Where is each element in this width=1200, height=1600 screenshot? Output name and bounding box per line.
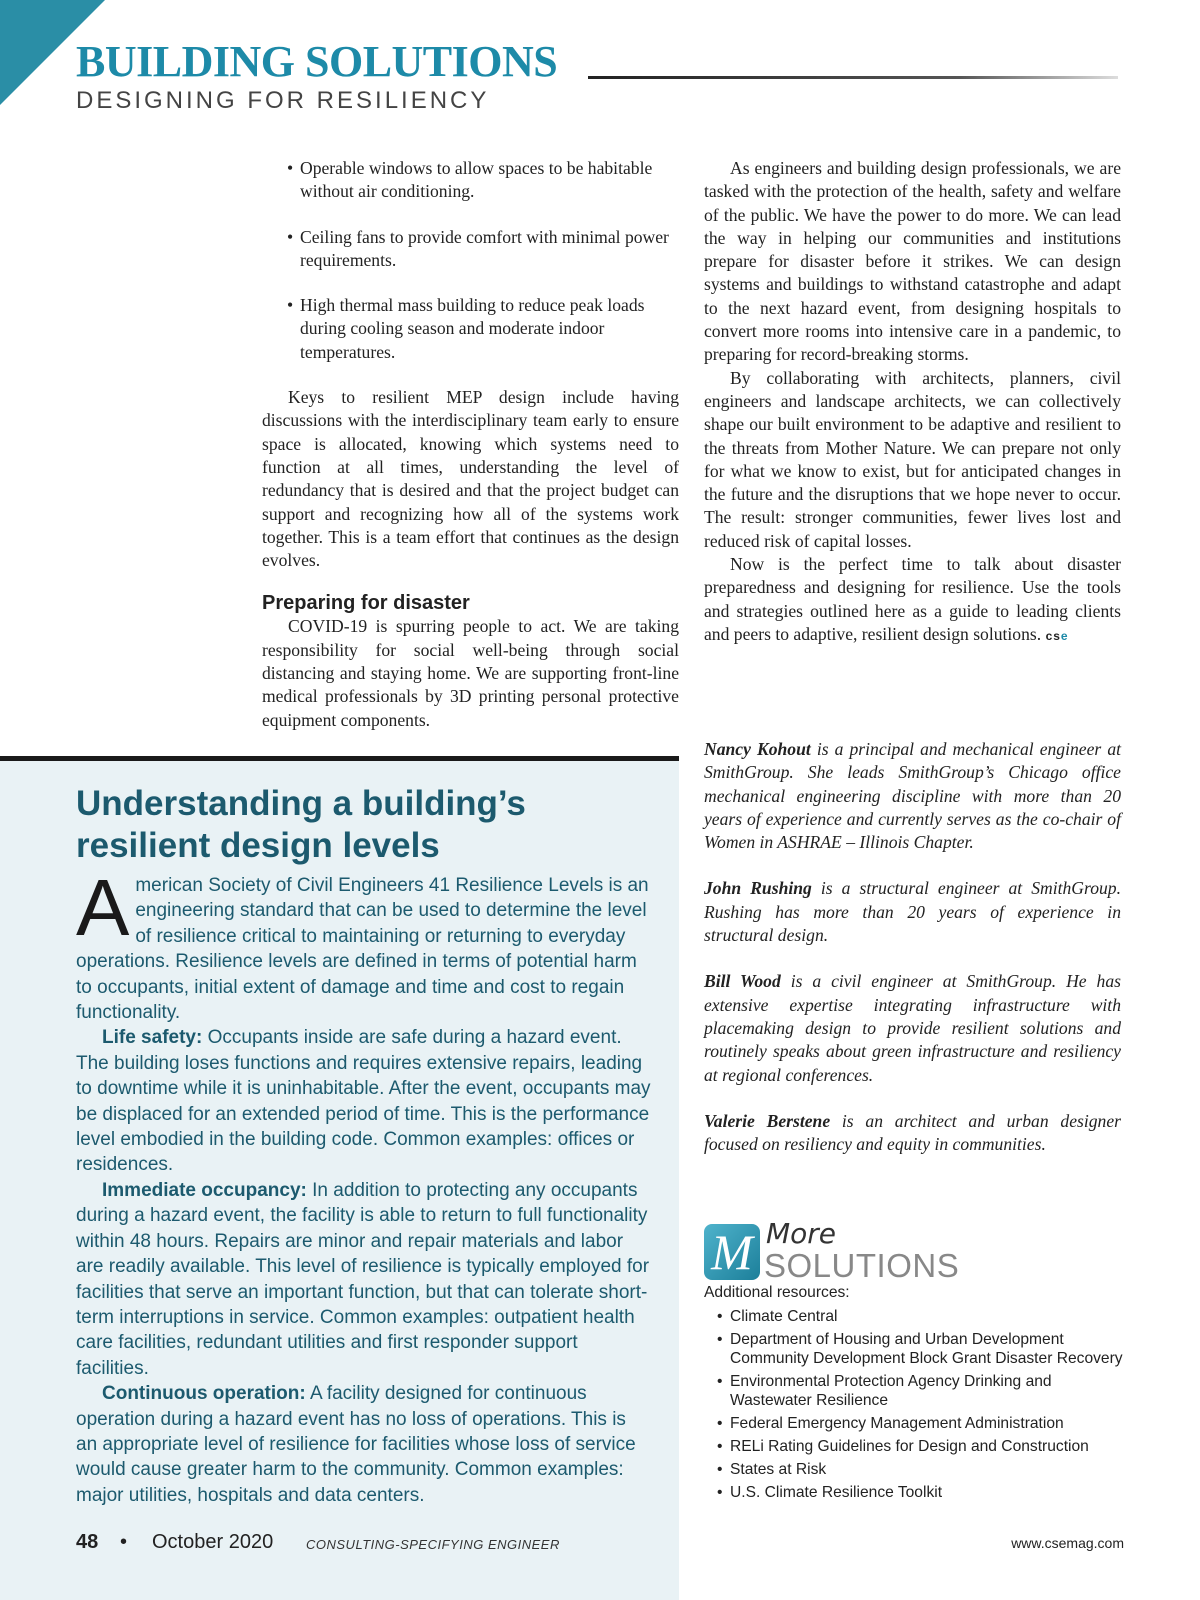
section-subtitle: DESIGNING FOR RESILIENCY [76,87,490,114]
resource-item: • Department of Housing and Urban Development Community Development Block Grant Disaster Recovery [704,1330,1124,1368]
author-name: Valerie Berstene [704,1110,831,1131]
solutions-word: SOLUTIONS [764,1247,960,1284]
author-bio-text: is a civil engineer at SmithGroup. He has extensive expertise integrating infrastructure with placemaking design to provide resilient solutions and routinely speaks about green infrastructure and resiliency at regional conferences. [704,971,1121,1085]
sidebar-intro-text: merican Society of Civil Engineers 41 Resilience Levels is an engineering standard that can be used to determine the level of resilience critical to maintaining or returning to everyday operations. Resilience levels are defined in terms of potential harm to occupants, initial extent of damage and time and cost to regain functionality. [76,875,649,1024]
bullet-text: Ceiling fans to provide comfort with minimal power requirements. [300,226,669,270]
m-logo-icon: M [704,1224,760,1280]
bullet-text: High thermal mass building to reduce peak loads during cooling season and moderate indoor temperatures. [300,295,645,362]
page-footer [76,1531,1124,1557]
header-rule [588,76,1118,79]
paragraph-final [704,553,1121,648]
level-text: A facility designed for continuous operation during a hazard event has no loss of operations. This is an appropriate level of resilience for facilities whose loss of service would cause greater harm to the community. Common examples: major utilities, hospitals and data centers. [76,1383,636,1506]
author-name: Nancy Kohout [704,739,811,759]
cse-mark-part: cs [1045,628,1061,643]
magazine-name: CONSULTING-SPECIFYING ENGINEER [306,1537,560,1552]
cse-mark-part: e [1060,628,1069,643]
footer-separator: • [120,1531,128,1553]
resource-item: • States at Risk [704,1460,1124,1479]
resource-item: • Environmental Protection Agency Drinking and Wastewater Resilience [704,1372,1124,1410]
paragraph-text: Now is the perfect time to talk about disaster preparedness and designing for resilience. Use the tools and strategies outlined here as a guide to leading clients and peers to adaptive, resilient design solutions. [704,554,1121,644]
level-text: In addition to protecting any occupants during a hazard event, the facility is able to return to full functionality within 48 hours. Repairs are minor and repair materials and labor are readily available. This level of resilience is typically employed for facilities that serve an important function, but that can tolerate short-term interruptions in service. Common examples: outpatient health care facilities, redundant utilities and first responder support facilities. [76,1179,650,1379]
bullet-text: Operable windows to allow spaces to be habitable without air conditioning. [300,158,653,202]
drop-cap: A [76,863,130,952]
level-label: Life safety: [102,1027,203,1049]
covid-paragraph [262,615,679,731]
resilience-sidebar [0,761,679,1600]
right-column [704,157,1121,648]
paragraph: As engineers and building design professionals, we are tasked with the protection of the health, safety and welfare of the public. We have the power to do more. We can lead the way in helping our communities and institutions prepare for disaster before it strikes. We can design systems and buildings to withstand catastrophe and adapt to the next hazard event, from designing hospitals to convert more rooms into intensive care in a pandemic, to preparing for record-breaking storms. [704,158,1121,365]
resource-item: • Climate Central [704,1307,1124,1326]
bullet-item: • Ceiling fans to provide comfort with minimal power requirements. [287,226,669,270]
author-bio [704,970,1121,1086]
additional-resources [704,1283,1124,1506]
bullet-item: • Operable windows to allow spaces to be habitable without air conditioning. [287,158,653,202]
resource-item: • Federal Emergency Management Administration [704,1414,1124,1433]
issue-date: October 2020 [152,1531,274,1553]
page-number: 48 [76,1531,99,1553]
author-bios [704,738,1121,1179]
resources-list [704,1307,1124,1502]
level-label: Immediate occupancy: [102,1179,307,1201]
cse-end-mark [1046,629,1069,643]
author-name: Bill Wood [704,971,781,992]
resource-item: • U.S. Climate Resilience Toolkit [704,1483,1124,1502]
resilience-level [76,1025,651,1177]
author-name: John Rushing [704,878,812,899]
resources-lead: Additional resources: [704,1284,850,1301]
paragraph: Keys to resilient MEP design include having discussions with the interdisciplinary team early to ensure space is allocated, knowing which systems need to function at all times, understanding the level of redundancy that is desired and that the project budget can support and recognizing how all of the systems work together. This is a team effort that continues as the design evolves. [262,387,679,571]
section-title: BUILDING SOLUTIONS [76,37,558,86]
author-bio [704,738,1121,854]
author-bio [704,877,1121,947]
author-bio-text: is an architect and urban designer focused on resiliency and equity in communities. [704,1110,1121,1155]
author-bio-text: is a structural engineer at SmithGroup. Rushing has more than 20 years of experience in structural design. [704,878,1121,946]
author-bio-text: is a principal and mechanical engineer at SmithGroup. She leads SmithGroup’s Chicago office mechanical engineering discipline with more than 20 years of experience and currently serves as the co-chair of Women in ASHRAE – Illinois Chapter. [704,739,1122,853]
level-label: Continuous operation: [102,1383,306,1405]
keys-paragraph [262,386,679,572]
subhead-preparing: Preparing for disaster [262,592,470,615]
bullet-item: • High thermal mass building to reduce peak loads during cooling season and moderate indoor temperatures. [287,295,645,362]
more-word: More [766,1217,837,1250]
paragraph: By collaborating with architects, planners, civil engineers and landscape architects, we can collectively shape our built environment to be adaptive and resilient to the threats from Mother Nature. We can prepare not only for what we know to exist, but for anticipated changes in the future and the disruptions that we hope never to occur. The result: stronger communities, fewer lives lost and reduced risk of capital losses. [704,367,1121,551]
paragraph: COVID-19 is spurring people to act. We are taking responsibility for social well-being through social distancing and staying home. We are supporting front-line medical professionals by 3D printing personal protective equipment components. [262,616,679,730]
level-text: Occupants inside are safe during a hazard event. The building loses functions and requires extensive repairs, leading to downtime while it is uninhabitable. After the event, occupants may be displaced for an extended period of time. This is the performance level embodied in the building code. Common examples: offices or residences. [76,1027,651,1176]
sidebar-title: Understanding a building’s resilient design levels [76,784,526,865]
resource-item: • RELi Rating Guidelines for Design and Construction [704,1437,1124,1456]
resilience-level [76,1178,651,1381]
magazine-url[interactable]: www.csemag.com [1011,1535,1124,1551]
author-bio [704,1110,1121,1157]
middle-column [262,157,679,732]
sidebar-intro [76,863,651,1025]
resilience-level [76,1381,651,1508]
sidebar-body [76,863,651,1508]
